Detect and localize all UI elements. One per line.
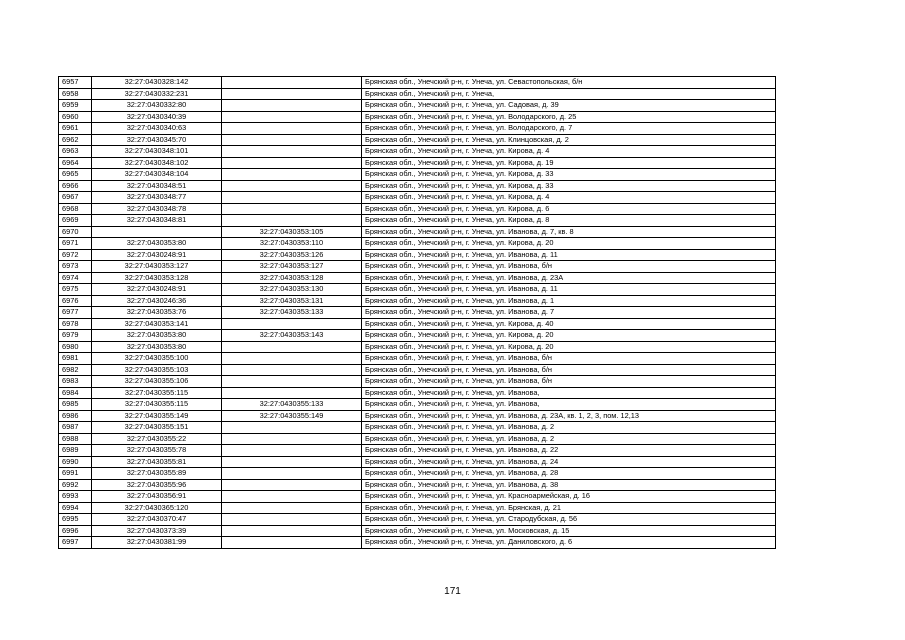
row-number-cell: 6964 xyxy=(59,157,92,169)
related-cadastral-number-cell xyxy=(222,525,362,537)
related-cadastral-number-cell xyxy=(222,353,362,365)
table-row xyxy=(59,330,776,342)
cadastral-number-cell: 32:27:0430355:22 xyxy=(92,433,222,445)
address-cell: Брянская обл., Унечский р-н, г. Унеча, ул. Кирова, д. 20 xyxy=(362,330,776,342)
table-row xyxy=(59,249,776,261)
address-cell: Брянская обл., Унечский р-н, г. Унеча, ул. Кирова, д. 4 xyxy=(362,192,776,204)
address-cell: Брянская обл., Унечский р-н, г. Унеча, ул. Иванова, д. 11 xyxy=(362,284,776,296)
address-cell: Брянская обл., Унечский р-н, г. Унеча, ул. Московская, д. 15 xyxy=(362,525,776,537)
address-cell: Брянская обл., Унечский р-н, г. Унеча, ул. Иванова, д. 38 xyxy=(362,479,776,491)
row-number-cell: 6970 xyxy=(59,226,92,238)
related-cadastral-number-cell: 32:27:0430353:105 xyxy=(222,226,362,238)
table-row xyxy=(59,307,776,319)
row-number-cell: 6987 xyxy=(59,422,92,434)
table-row xyxy=(59,318,776,330)
cadastral-number-cell: 32:27:0430355:115 xyxy=(92,399,222,411)
table-row xyxy=(59,468,776,480)
cadastral-number-cell xyxy=(92,226,222,238)
table-row xyxy=(59,525,776,537)
related-cadastral-number-cell xyxy=(222,123,362,135)
registry-table-body xyxy=(59,77,776,549)
table-row xyxy=(59,387,776,399)
address-cell: Брянская обл., Унечский р-н, г. Унеча, ул. Кирова, д. 20 xyxy=(362,341,776,353)
address-cell: Брянская обл., Унечский р-н, г. Унеча, ул. Иванова, д. 2 xyxy=(362,422,776,434)
related-cadastral-number-cell xyxy=(222,192,362,204)
table-row xyxy=(59,295,776,307)
address-cell: Брянская обл., Унечский р-н, г. Унеча, ул. Иванова, xyxy=(362,387,776,399)
row-number-cell: 6973 xyxy=(59,261,92,273)
table-row xyxy=(59,284,776,296)
row-number-cell: 6961 xyxy=(59,123,92,135)
table-row xyxy=(59,364,776,376)
table-row xyxy=(59,238,776,250)
row-number-cell: 6963 xyxy=(59,146,92,158)
table-row xyxy=(59,77,776,89)
table-row xyxy=(59,226,776,238)
related-cadastral-number-cell xyxy=(222,157,362,169)
table-row xyxy=(59,100,776,112)
cadastral-number-cell: 32:27:0430353:127 xyxy=(92,261,222,273)
address-cell: Брянская обл., Унечский р-н, г. Унеча, ул. Иванова, д. 1 xyxy=(362,295,776,307)
cadastral-number-cell: 32:27:0430332:231 xyxy=(92,88,222,100)
cadastral-number-cell: 32:27:0430348:104 xyxy=(92,169,222,181)
address-cell: Брянская обл., Унечский р-н, г. Унеча, ул. Иванова, д. 23А, кв. 1, 2, 3, пом. 12,13 xyxy=(362,410,776,422)
cadastral-number-cell: 32:27:0430373:39 xyxy=(92,525,222,537)
cadastral-number-cell: 32:27:0430355:151 xyxy=(92,422,222,434)
table-row xyxy=(59,456,776,468)
row-number-cell: 6989 xyxy=(59,445,92,457)
cadastral-number-cell: 32:27:0430345:70 xyxy=(92,134,222,146)
address-cell: Брянская обл., Унечский р-н, г. Унеча, ул. Даниловского, д. 6 xyxy=(362,537,776,549)
table-row xyxy=(59,376,776,388)
address-cell: Брянская обл., Унечский р-н, г. Унеча, ул. Иванова, б/н xyxy=(362,376,776,388)
row-number-cell: 6983 xyxy=(59,376,92,388)
address-cell: Брянская обл., Унечский р-н, г. Унеча, ул. Иванова, б/н xyxy=(362,353,776,365)
address-cell: Брянская обл., Унечский р-н, г. Унеча, ул. Кирова, д. 4 xyxy=(362,146,776,158)
table-row xyxy=(59,180,776,192)
related-cadastral-number-cell xyxy=(222,537,362,549)
row-number-cell: 6985 xyxy=(59,399,92,411)
cadastral-number-cell: 32:27:0430353:80 xyxy=(92,330,222,342)
table-row xyxy=(59,123,776,135)
table-row xyxy=(59,341,776,353)
address-cell: Брянская обл., Унечский р-н, г. Унеча, ул. Иванова, д. 7 xyxy=(362,307,776,319)
related-cadastral-number-cell xyxy=(222,203,362,215)
related-cadastral-number-cell xyxy=(222,77,362,89)
table-row xyxy=(59,169,776,181)
related-cadastral-number-cell: 32:27:0430353:133 xyxy=(222,307,362,319)
related-cadastral-number-cell xyxy=(222,146,362,158)
table-row xyxy=(59,410,776,422)
row-number-cell: 6990 xyxy=(59,456,92,468)
cadastral-number-cell: 32:27:0430353:141 xyxy=(92,318,222,330)
row-number-cell: 6981 xyxy=(59,353,92,365)
related-cadastral-number-cell xyxy=(222,491,362,503)
cadastral-number-cell: 32:27:0430348:51 xyxy=(92,180,222,192)
cadastral-number-cell: 32:27:0430355:149 xyxy=(92,410,222,422)
row-number-cell: 6991 xyxy=(59,468,92,480)
table-row xyxy=(59,353,776,365)
table-row xyxy=(59,111,776,123)
row-number-cell: 6975 xyxy=(59,284,92,296)
row-number-cell: 6967 xyxy=(59,192,92,204)
address-cell: Брянская обл., Унечский р-н, г. Унеча, ул. Иванова, б/н xyxy=(362,364,776,376)
address-cell: Брянская обл., Унечский р-н, г. Унеча, xyxy=(362,88,776,100)
address-cell: Брянская обл., Унечский р-н, г. Унеча, ул. Иванова, д. 11 xyxy=(362,249,776,261)
related-cadastral-number-cell xyxy=(222,433,362,445)
row-number-cell: 6960 xyxy=(59,111,92,123)
row-number-cell: 6980 xyxy=(59,341,92,353)
cadastral-number-cell: 32:27:0430340:39 xyxy=(92,111,222,123)
address-cell: Брянская обл., Унечский р-н, г. Унеча, ул. Кирова, д. 6 xyxy=(362,203,776,215)
cadastral-number-cell: 32:27:0430381:99 xyxy=(92,537,222,549)
related-cadastral-number-cell: 32:27:0430353:130 xyxy=(222,284,362,296)
table-row xyxy=(59,215,776,227)
related-cadastral-number-cell xyxy=(222,387,362,399)
row-number-cell: 6994 xyxy=(59,502,92,514)
table-row xyxy=(59,491,776,503)
table-row xyxy=(59,272,776,284)
cadastral-number-cell: 32:27:0430332:80 xyxy=(92,100,222,112)
address-cell: Брянская обл., Унечский р-н, г. Унеча, ул. Стародубская, д. 56 xyxy=(362,514,776,526)
address-cell: Брянская обл., Унечский р-н, г. Унеча, ул. Кирова, д. 33 xyxy=(362,180,776,192)
address-cell: Брянская обл., Унечский р-н, г. Унеча, ул. Володарского, д. 25 xyxy=(362,111,776,123)
related-cadastral-number-cell xyxy=(222,318,362,330)
cadastral-number-cell: 32:27:0430353:80 xyxy=(92,341,222,353)
table-row xyxy=(59,537,776,549)
related-cadastral-number-cell xyxy=(222,456,362,468)
table-row xyxy=(59,134,776,146)
related-cadastral-number-cell xyxy=(222,111,362,123)
cadastral-number-cell: 32:27:0430353:80 xyxy=(92,238,222,250)
row-number-cell: 6984 xyxy=(59,387,92,399)
cadastral-number-cell: 32:27:0430348:78 xyxy=(92,203,222,215)
cadastral-number-cell: 32:27:0430248:91 xyxy=(92,284,222,296)
row-number-cell: 6962 xyxy=(59,134,92,146)
address-cell: Брянская обл., Унечский р-н, г. Унеча, ул. Кирова, д. 40 xyxy=(362,318,776,330)
address-cell: Брянская обл., Унечский р-н, г. Унеча, ул. Севастопольская, б/н xyxy=(362,77,776,89)
related-cadastral-number-cell xyxy=(222,180,362,192)
table-row xyxy=(59,422,776,434)
row-number-cell: 6968 xyxy=(59,203,92,215)
row-number-cell: 6971 xyxy=(59,238,92,250)
cadastral-number-cell: 32:27:0430355:81 xyxy=(92,456,222,468)
cadastral-number-cell: 32:27:0430370:47 xyxy=(92,514,222,526)
address-cell: Брянская обл., Унечский р-н, г. Унеча, ул. Иванова, xyxy=(362,399,776,411)
table-row xyxy=(59,192,776,204)
address-cell: Брянская обл., Унечский р-н, г. Унеча, ул. Иванова, д. 7, кв. 8 xyxy=(362,226,776,238)
row-number-cell: 6995 xyxy=(59,514,92,526)
address-cell: Брянская обл., Унечский р-н, г. Унеча, ул. Володарского, д. 7 xyxy=(362,123,776,135)
cadastral-number-cell: 32:27:0430355:78 xyxy=(92,445,222,457)
cadastral-number-cell: 32:27:0430355:103 xyxy=(92,364,222,376)
related-cadastral-number-cell xyxy=(222,341,362,353)
table-row xyxy=(59,433,776,445)
row-number-cell: 6997 xyxy=(59,537,92,549)
related-cadastral-number-cell: 32:27:0430353:143 xyxy=(222,330,362,342)
address-cell: Брянская обл., Унечский р-н, г. Унеча, ул. Кирова, д. 20 xyxy=(362,238,776,250)
table-row xyxy=(59,514,776,526)
row-number-cell: 6965 xyxy=(59,169,92,181)
table-row xyxy=(59,445,776,457)
table-row xyxy=(59,88,776,100)
related-cadastral-number-cell xyxy=(222,514,362,526)
row-number-cell: 6978 xyxy=(59,318,92,330)
row-number-cell: 6986 xyxy=(59,410,92,422)
related-cadastral-number-cell: 32:27:0430355:149 xyxy=(222,410,362,422)
cadastral-number-cell: 32:27:0430348:101 xyxy=(92,146,222,158)
registry-table xyxy=(58,76,776,549)
address-cell: Брянская обл., Унечский р-н, г. Унеча, ул. Иванова, д. 2 xyxy=(362,433,776,445)
table-row xyxy=(59,261,776,273)
row-number-cell: 6972 xyxy=(59,249,92,261)
row-number-cell: 6974 xyxy=(59,272,92,284)
related-cadastral-number-cell: 32:27:0430353:127 xyxy=(222,261,362,273)
cadastral-number-cell: 32:27:0430356:91 xyxy=(92,491,222,503)
address-cell: Брянская обл., Унечский р-н, г. Унеча, ул. Кирова, д. 8 xyxy=(362,215,776,227)
row-number-cell: 6988 xyxy=(59,433,92,445)
address-cell: Брянская обл., Унечский р-н, г. Унеча, ул. Садовая, д. 39 xyxy=(362,100,776,112)
table-row xyxy=(59,399,776,411)
table-row xyxy=(59,479,776,491)
address-cell: Брянская обл., Унечский р-н, г. Унеча, ул. Иванова, д. 28 xyxy=(362,468,776,480)
related-cadastral-number-cell xyxy=(222,422,362,434)
cadastral-number-cell: 32:27:0430355:106 xyxy=(92,376,222,388)
row-number-cell: 6979 xyxy=(59,330,92,342)
address-cell: Брянская обл., Унечский р-н, г. Унеча, ул. Клинцовская, д. 2 xyxy=(362,134,776,146)
cadastral-number-cell: 32:27:0430355:96 xyxy=(92,479,222,491)
cadastral-number-cell: 32:27:0430248:91 xyxy=(92,249,222,261)
related-cadastral-number-cell xyxy=(222,364,362,376)
cadastral-number-cell: 32:27:0430348:81 xyxy=(92,215,222,227)
row-number-cell: 6996 xyxy=(59,525,92,537)
address-cell: Брянская обл., Унечский р-н, г. Унеча, ул. Иванова, д. 22 xyxy=(362,445,776,457)
related-cadastral-number-cell xyxy=(222,502,362,514)
row-number-cell: 6969 xyxy=(59,215,92,227)
related-cadastral-number-cell: 32:27:0430353:131 xyxy=(222,295,362,307)
cadastral-number-cell: 32:27:0430355:115 xyxy=(92,387,222,399)
table-row xyxy=(59,203,776,215)
related-cadastral-number-cell: 32:27:0430353:110 xyxy=(222,238,362,250)
cadastral-number-cell: 32:27:0430355:100 xyxy=(92,353,222,365)
related-cadastral-number-cell xyxy=(222,134,362,146)
table-row xyxy=(59,502,776,514)
row-number-cell: 6982 xyxy=(59,364,92,376)
row-number-cell: 6992 xyxy=(59,479,92,491)
related-cadastral-number-cell: 32:27:0430353:128 xyxy=(222,272,362,284)
address-cell: Брянская обл., Унечский р-н, г. Унеча, ул. Иванова, д. 24 xyxy=(362,456,776,468)
cadastral-number-cell: 32:27:0430365:120 xyxy=(92,502,222,514)
cadastral-number-cell: 32:27:0430246:36 xyxy=(92,295,222,307)
cadastral-number-cell: 32:27:0430348:102 xyxy=(92,157,222,169)
related-cadastral-number-cell: 32:27:0430355:133 xyxy=(222,399,362,411)
table-row xyxy=(59,146,776,158)
address-cell: Брянская обл., Унечский р-н, г. Унеча, ул. Кирова, д. 19 xyxy=(362,157,776,169)
row-number-cell: 6993 xyxy=(59,491,92,503)
related-cadastral-number-cell xyxy=(222,468,362,480)
row-number-cell: 6958 xyxy=(59,88,92,100)
address-cell: Брянская обл., Унечский р-н, г. Унеча, ул. Брянская, д. 21 xyxy=(362,502,776,514)
cadastral-number-cell: 32:27:0430355:89 xyxy=(92,468,222,480)
cadastral-number-cell: 32:27:0430353:128 xyxy=(92,272,222,284)
related-cadastral-number-cell xyxy=(222,169,362,181)
row-number-cell: 6959 xyxy=(59,100,92,112)
table-row xyxy=(59,157,776,169)
cadastral-number-cell: 32:27:0430353:76 xyxy=(92,307,222,319)
related-cadastral-number-cell xyxy=(222,376,362,388)
related-cadastral-number-cell xyxy=(222,479,362,491)
address-cell: Брянская обл., Унечский р-н, г. Унеча, ул. Красноармейская, д. 16 xyxy=(362,491,776,503)
row-number-cell: 6957 xyxy=(59,77,92,89)
address-cell: Брянская обл., Унечский р-н, г. Унеча, ул. Иванова, д. 23А xyxy=(362,272,776,284)
related-cadastral-number-cell xyxy=(222,88,362,100)
row-number-cell: 6976 xyxy=(59,295,92,307)
related-cadastral-number-cell xyxy=(222,445,362,457)
cadastral-number-cell: 32:27:0430340:63 xyxy=(92,123,222,135)
related-cadastral-number-cell xyxy=(222,100,362,112)
row-number-cell: 6977 xyxy=(59,307,92,319)
row-number-cell: 6966 xyxy=(59,180,92,192)
page-number: 171 xyxy=(444,586,461,597)
address-cell: Брянская обл., Унечский р-н, г. Унеча, ул. Кирова, д. 33 xyxy=(362,169,776,181)
cadastral-number-cell: 32:27:0430348:77 xyxy=(92,192,222,204)
cadastral-number-cell: 32:27:0430328:142 xyxy=(92,77,222,89)
related-cadastral-number-cell: 32:27:0430353:126 xyxy=(222,249,362,261)
address-cell: Брянская обл., Унечский р-н, г. Унеча, ул. Иванова, б/н xyxy=(362,261,776,273)
related-cadastral-number-cell xyxy=(222,215,362,227)
